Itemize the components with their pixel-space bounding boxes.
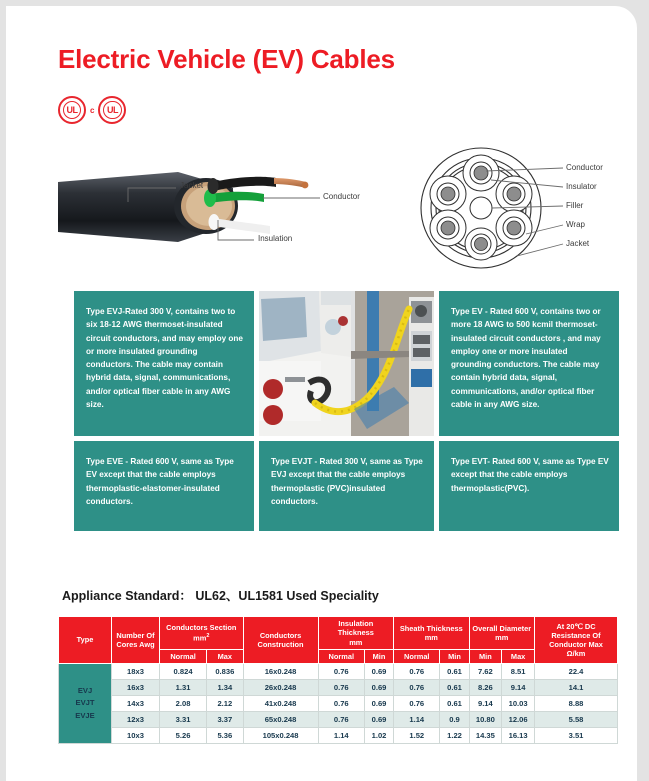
cell-sheath-min: 0.61 <box>440 664 469 680</box>
cell-construction: 41x0.248 <box>243 696 318 712</box>
table-row <box>59 712 618 728</box>
info-block-evj-text: Type EVJ-Rated 300 V, contains two to six 18-12 AWG thermoset-insulated circuit conductors, and may employ one or more insulated grounding conductors. The cable may contain hybrid data, signal, communications, and/or optical fiber cable in any AWG size. <box>86 307 243 409</box>
th-resistance <box>535 617 618 664</box>
cell-sheath-normal: 1.52 <box>394 728 440 744</box>
th-diameter-min: Min <box>469 649 502 663</box>
cell-cores-awg: 10x3 <box>112 728 160 744</box>
th-conductors-section <box>160 617 244 650</box>
table-row <box>59 728 618 744</box>
table-header-row-1 <box>59 617 618 650</box>
th-resistance-label: At 20℃ DC Resistance Of Conductor Max <box>549 621 603 649</box>
cell-construction: 65x0.248 <box>243 712 318 728</box>
cable-cutaway-diagram <box>58 146 358 276</box>
th-section-max: Max <box>207 649 243 663</box>
th-insulation-normal: Normal <box>318 649 364 663</box>
cell-section-normal: 0.824 <box>160 664 207 680</box>
cell-insulation-normal: 1.14 <box>318 728 364 744</box>
cell-section-normal: 1.31 <box>160 680 207 696</box>
cell-sheath-min: 0.61 <box>440 696 469 712</box>
cell-construction: 16x0.248 <box>243 664 318 680</box>
table-body <box>59 664 618 744</box>
cell-type-line-3: EVJE <box>75 710 95 720</box>
th-number-of-cores-awg: Number Of Cores Awg <box>112 617 160 664</box>
cell-insulation-min: 0.69 <box>365 680 394 696</box>
th-sheath-thickness-unit: mm <box>424 632 438 642</box>
label-cs-conductor: Conductor <box>566 163 603 172</box>
th-sheath-thickness <box>394 617 469 650</box>
page-title: Electric Vehicle (EV) Cables <box>58 44 395 74</box>
cell-sheath-normal: 0.76 <box>394 664 440 680</box>
cell-resistance: 14.1 <box>535 680 618 696</box>
info-block-evj <box>74 291 254 436</box>
table-row <box>59 696 618 712</box>
document-page <box>6 6 637 781</box>
cell-type-line-2: EVJT <box>75 698 95 708</box>
th-insulation-min: Min <box>365 649 394 663</box>
cell-section-normal: 2.08 <box>160 696 207 712</box>
info-block-ev-text: Type EV - Rated 600 V, contains two or more 18 AWG to 500 kcmil thermoset-insulated circuit conductors , and may employ one or more insulated grounding conductors. The cable may contain hybrid data, signal, communications, and/or optical fiber cable in any AWG size. <box>451 307 601 409</box>
th-overall-diameter-unit: mm <box>495 632 509 642</box>
label-cs-wrap: Wrap <box>566 220 585 229</box>
info-block-eve-text: Type EVE - Rated 600 V, same as Type EV except that the cable employs thermoplastic-elastomer-insulated conductors. <box>86 457 234 506</box>
cable-diagrams <box>58 146 633 276</box>
cell-diameter-max: 10.03 <box>502 696 535 712</box>
info-block-evjt-text: Type EVJT - Rated 300 V, same as Type EVJ except that the cable employs thermoplastic (PVC)insulated conductors. <box>271 457 423 506</box>
table-row <box>59 664 618 680</box>
label-cs-jacket: Jacket <box>566 239 590 248</box>
cell-cores-awg: 16x3 <box>112 680 160 696</box>
cell-sheath-normal: 0.76 <box>394 680 440 696</box>
info-blocks-row-2 <box>74 441 619 531</box>
th-conductors-section-label: Conductors Section <box>166 623 237 633</box>
label-insulation: Insulation <box>258 234 293 243</box>
th-type: Type <box>59 617 112 664</box>
table-header <box>59 617 618 664</box>
info-block-eve <box>74 441 254 531</box>
cell-insulation-min: 0.69 <box>365 664 394 680</box>
info-blocks <box>74 291 619 531</box>
c-ul-mark-label: UL <box>106 104 118 115</box>
cell-sheath-normal: 0.76 <box>394 696 440 712</box>
th-conductors-section-unit: mm <box>193 633 207 643</box>
cell-cores-awg: 12x3 <box>112 712 160 728</box>
info-block-ev <box>439 291 619 436</box>
ev-charging-photo <box>259 291 434 436</box>
cell-type-line-1: EVJ <box>77 686 93 696</box>
cell-insulation-min: 0.69 <box>365 712 394 728</box>
cell-diameter-min: 14.35 <box>469 728 502 744</box>
cell-diameter-min: 10.80 <box>469 712 502 728</box>
cell-sheath-min: 1.22 <box>440 728 469 744</box>
label-cs-filler: Filler <box>566 201 584 210</box>
cell-construction: 105x0.248 <box>243 728 318 744</box>
th-insulation-thickness <box>318 617 393 650</box>
cell-section-max: 2.12 <box>207 696 243 712</box>
info-block-evt <box>439 441 619 531</box>
cell-section-max: 1.34 <box>207 680 243 696</box>
c-prefix-label: c <box>90 105 95 115</box>
cell-type <box>59 664 112 744</box>
cell-insulation-min: 0.69 <box>365 696 394 712</box>
th-sheath-normal: Normal <box>394 649 440 663</box>
cell-resistance: 5.58 <box>535 712 618 728</box>
th-resistance-unit: Ω/km <box>566 649 586 659</box>
th-conductors-section-unit-sup: 2 <box>206 632 210 639</box>
cell-sheath-min: 0.9 <box>440 712 469 728</box>
cell-diameter-max: 9.14 <box>502 680 535 696</box>
cell-sheath-min: 0.61 <box>440 680 469 696</box>
cell-insulation-normal: 0.76 <box>318 712 364 728</box>
th-overall-diameter <box>469 617 534 650</box>
ul-mark-label: UL <box>66 104 78 115</box>
specification-table <box>58 616 618 744</box>
cell-section-normal: 5.26 <box>160 728 207 744</box>
cell-cores-awg: 18x3 <box>112 664 160 680</box>
cell-diameter-min: 9.14 <box>469 696 502 712</box>
cell-insulation-normal: 0.76 <box>318 680 364 696</box>
cell-sheath-normal: 1.14 <box>394 712 440 728</box>
cell-section-max: 0.836 <box>207 664 243 680</box>
label-jacket: Jacket <box>180 181 204 190</box>
th-insulation-thickness-label: Insulation Thickness <box>337 619 374 638</box>
info-blocks-row-1 <box>74 291 619 436</box>
cell-resistance: 3.51 <box>535 728 618 744</box>
label-cs-insulator: Insulator <box>566 182 597 191</box>
info-block-evjt <box>259 441 434 531</box>
cell-diameter-max: 12.06 <box>502 712 535 728</box>
cell-resistance: 8.88 <box>535 696 618 712</box>
cell-insulation-min: 1.02 <box>365 728 394 744</box>
th-sheath-thickness-label: Sheath Thickness <box>399 623 463 633</box>
info-block-evt-text: Type EVT- Rated 600 V, same as Type EV except that the cable employs thermoplastic(PVC). <box>451 457 609 493</box>
ul-mark-icon <box>58 96 86 124</box>
th-section-normal: Normal <box>160 649 207 663</box>
th-overall-diameter-label: Overall Diameter <box>472 623 532 633</box>
table-row <box>59 680 618 696</box>
cell-section-max: 5.36 <box>207 728 243 744</box>
c-ul-mark-icon <box>98 96 126 124</box>
appliance-standard-heading: Appliance Standard： UL62、UL1581 Used Speciality <box>62 589 379 603</box>
cell-construction: 26x0.248 <box>243 680 318 696</box>
th-sheath-min: Min <box>440 649 469 663</box>
th-diameter-max: Max <box>502 649 535 663</box>
cell-insulation-normal: 0.76 <box>318 696 364 712</box>
cell-insulation-normal: 0.76 <box>318 664 364 680</box>
cell-diameter-max: 16.13 <box>502 728 535 744</box>
cell-diameter-max: 8.51 <box>502 664 535 680</box>
certification-marks <box>58 96 126 124</box>
cell-resistance: 22.4 <box>535 664 618 680</box>
th-conductors-construction: Conductors Construction <box>243 617 318 664</box>
cell-section-max: 3.37 <box>207 712 243 728</box>
ev-charging-photo-image <box>259 291 434 436</box>
th-insulation-thickness-unit: mm <box>349 637 363 647</box>
label-conductor: Conductor <box>323 192 360 201</box>
cable-cross-section-diagram <box>413 146 637 276</box>
cell-cores-awg: 14x3 <box>112 696 160 712</box>
cell-diameter-min: 8.26 <box>469 680 502 696</box>
cell-section-normal: 3.31 <box>160 712 207 728</box>
cell-diameter-min: 7.62 <box>469 664 502 680</box>
